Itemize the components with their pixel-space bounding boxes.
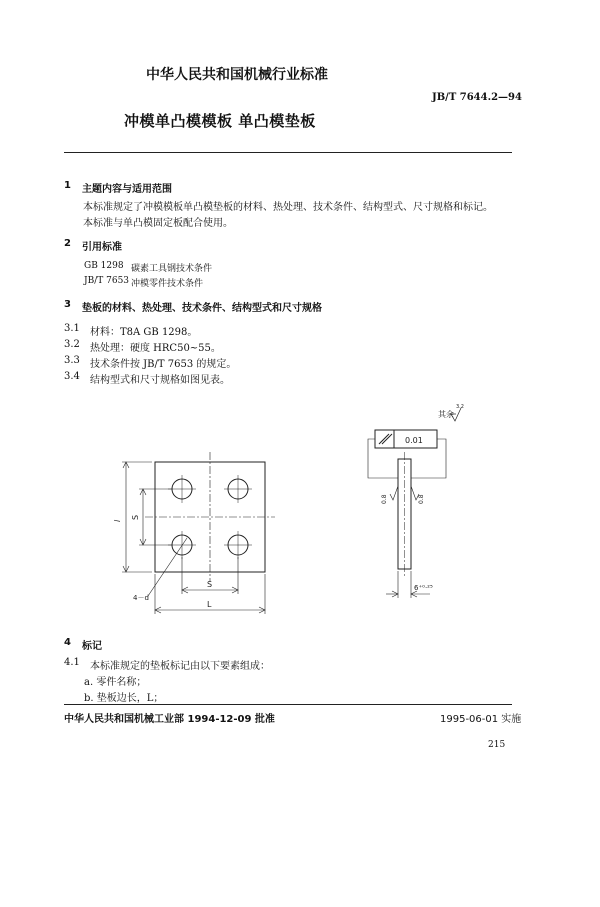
- ref-1-code: GB 1298: [84, 261, 124, 271]
- header-divider: [64, 152, 512, 153]
- side-roughness-right: 0.8: [418, 494, 425, 504]
- section-4-number: 4: [64, 637, 71, 648]
- rest-label: 其余: [438, 410, 454, 419]
- section-2-number: 2: [64, 238, 71, 249]
- hole-leader: [148, 538, 187, 596]
- item-3-4-number: 3.4: [64, 371, 80, 382]
- ref-2-text: 冲模零件技术条件: [131, 279, 204, 289]
- item-3-1-text: 材料：T8A GB 1298。: [90, 327, 198, 338]
- section-2-title: 引用标准: [82, 242, 122, 253]
- standard-org: 中华人民共和国机械行业标准: [146, 67, 328, 83]
- section-3-number: 3: [64, 299, 71, 310]
- item-3-1-number: 3.1: [64, 323, 80, 334]
- label-l: l: [113, 519, 122, 522]
- item-3-3-text: 技术条件按 JB/T 7653 的规定。: [90, 359, 237, 370]
- label-thickness: 6⁺⁰·²⁵: [414, 584, 433, 592]
- footer-divider: [64, 704, 512, 705]
- item-4-1-text: 本标准规定的垫板标记由以下要素组成：: [90, 661, 270, 672]
- section-1-paragraph-2: 本标准与单凸模固定板配合使用。: [83, 218, 233, 229]
- item-3-3-number: 3.3: [64, 355, 80, 366]
- item-4-1-b: b. 垫板边长，L；: [84, 693, 164, 704]
- item-3-2-number: 3.2: [64, 339, 80, 350]
- roughness-value: 3.2: [456, 404, 464, 410]
- section-1-number: 1: [64, 180, 71, 191]
- section-1-paragraph-1: 本标准规定了冲模模板单凸模垫板的材料、热处理、技术条件、结构型式、尺寸规格和标记。: [83, 202, 493, 213]
- technical-drawing: [0, 395, 600, 625]
- label-s-vertical: S: [131, 514, 140, 520]
- roughness-left-icon: [390, 486, 398, 500]
- tolerance-value: 0.01: [405, 436, 423, 445]
- item-4-1-number: 4.1: [64, 657, 80, 668]
- label-s-horizontal: S: [207, 580, 213, 589]
- standard-code: JB/T 7644.2—94: [432, 92, 522, 103]
- document-title: 冲模单凸模模板 单凸模垫板: [124, 112, 316, 130]
- label-holes: 4－d: [133, 594, 149, 602]
- section-4-title: 标记: [82, 641, 102, 652]
- item-3-2-text: 热处理：硬度 HRC50~55。: [90, 343, 221, 354]
- page-number: 215: [488, 740, 506, 750]
- approval-line: 中华人民共和国机械工业部 1994-12-09 批准: [64, 714, 275, 725]
- label-L: L: [207, 600, 212, 609]
- side-roughness-left: 0.8: [381, 494, 388, 504]
- effective-date: 1995-06-01 实施: [440, 714, 522, 725]
- section-1-title: 主题内容与适用范围: [82, 184, 172, 195]
- ref-2-code: JB/T 7653: [84, 276, 130, 286]
- ref-1-text: 碳素工具钢技术条件: [131, 264, 213, 274]
- section-3-title: 垫板的材料、热处理、技术条件、结构型式和尺寸规格: [82, 303, 322, 314]
- item-4-1-a: a. 零件名称；: [84, 677, 147, 688]
- item-3-4-text: 结构型式和尺寸规格如图见表。: [90, 375, 230, 386]
